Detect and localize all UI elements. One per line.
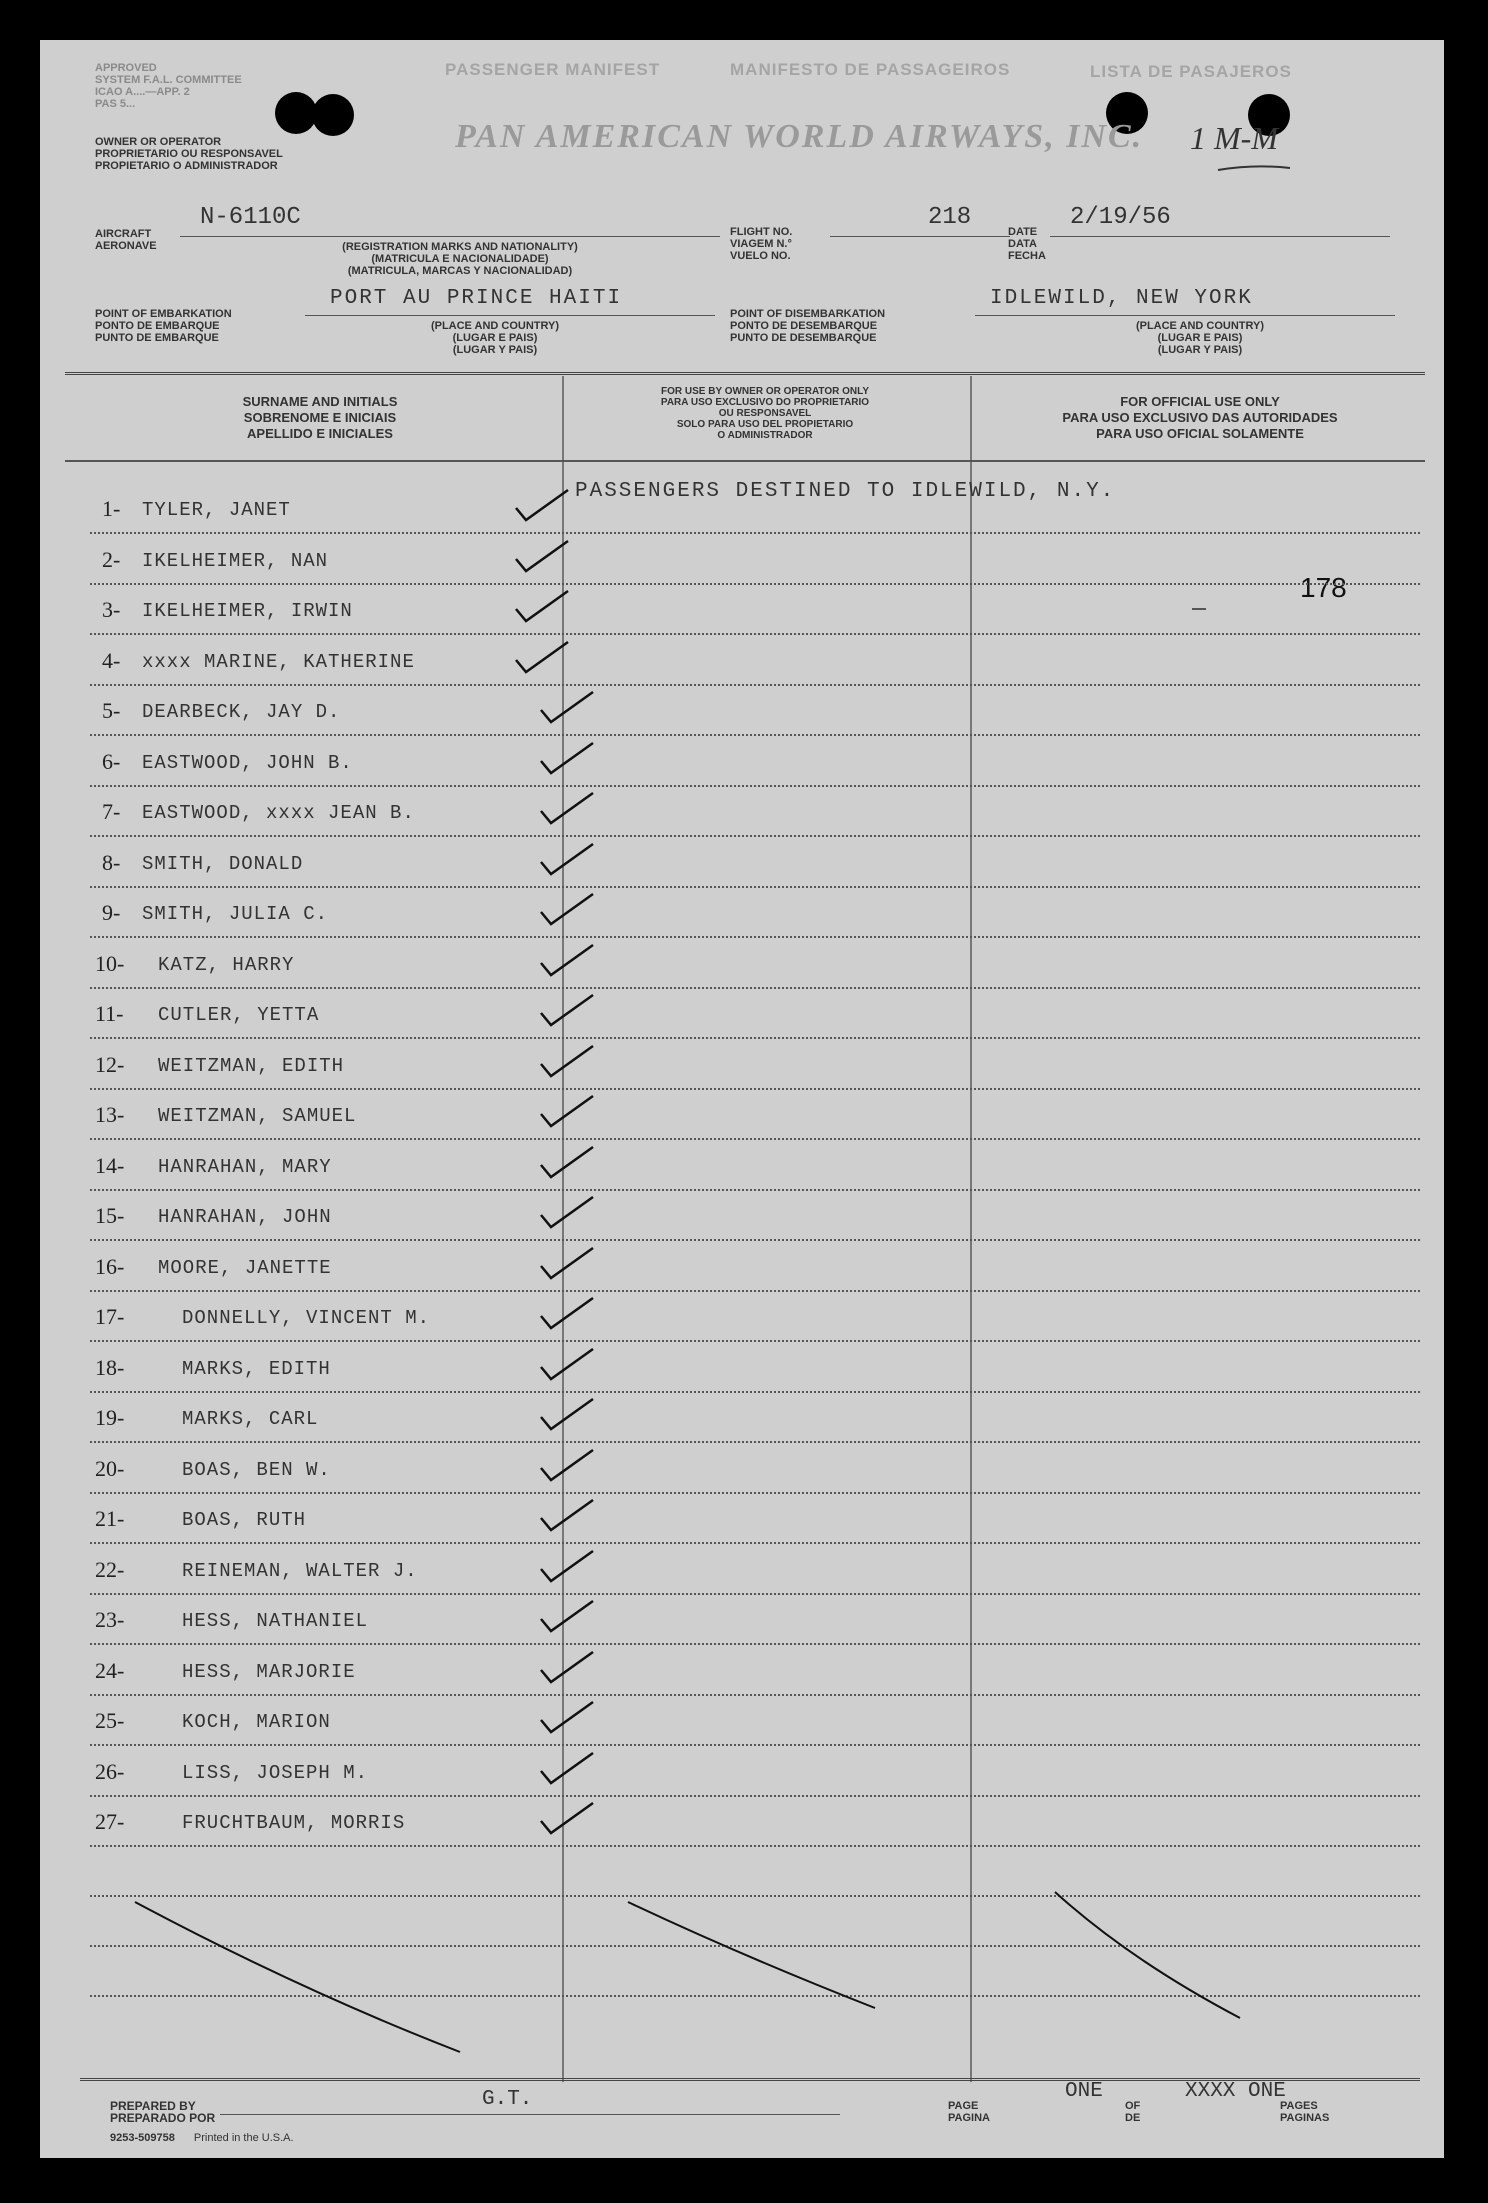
passenger-number: 13- <box>95 1102 125 1127</box>
passenger-number: 19- <box>95 1405 125 1430</box>
passenger-number: 7- <box>102 799 121 824</box>
prepared-value: G.T. <box>482 2088 533 2111</box>
flight-value: 218 <box>928 204 972 231</box>
passenger-number: 10- <box>95 951 125 976</box>
prepared-label: PREPARED BY PREPARADO POR <box>110 2099 216 2125</box>
passenger-number: 8- <box>102 850 121 875</box>
passenger-number: 4- <box>102 648 121 673</box>
passenger-number: 15- <box>95 1203 125 1228</box>
form-footer: 9253-509758 Printed in the U.S.A. <box>110 2132 294 2144</box>
passenger-number: 9- <box>102 900 121 925</box>
passenger-number: 17- <box>95 1304 125 1329</box>
embark-label: POINT OF EMBARKATION PONTO DE EMBARQUE PUNTO DE EMBARQUE <box>95 308 232 344</box>
passenger-name: KOCH, MARION <box>182 1711 331 1733</box>
passenger-name: DEARBECK, JAY D. <box>142 701 341 723</box>
pages-label: PAGES PAGINAS <box>1280 2100 1330 2124</box>
flight-label: FLIGHT NO. VIAGEM N.° VUELO NO. <box>730 226 793 262</box>
passenger-name: TYLER, JANET <box>142 499 291 521</box>
date-value: 2/19/56 <box>1070 204 1171 231</box>
passenger-name: SMITH, JULIA C. <box>142 903 329 925</box>
passenger-number: 25- <box>95 1708 125 1733</box>
registration-label: (REGISTRATION MARKS AND NATIONALITY) (MATRICULA E NACIONALIDADE) (MATRICULA, MARCAS Y NACIONALIDAD) <box>342 241 578 277</box>
cancel-strokes <box>40 40 1444 2158</box>
passenger-number: 14- <box>95 1153 125 1178</box>
passenger-name: CUTLER, YETTA <box>158 1004 320 1026</box>
passenger-number: 1- <box>102 496 121 521</box>
passenger-number: 12- <box>95 1052 125 1077</box>
passenger-number: 18- <box>95 1355 125 1380</box>
of-label: OF DE <box>1125 2100 1141 2124</box>
passenger-name: HESS, MARJORIE <box>182 1661 356 1683</box>
passenger-number: 16- <box>95 1254 125 1279</box>
passenger-name: BOAS, RUTH <box>182 1509 307 1531</box>
passenger-name: EASTWOOD, xxxx JEAN B. <box>142 802 415 824</box>
passenger-name: MARKS, EDITH <box>182 1358 331 1380</box>
title-portuguese: MANIFESTO DE PASSAGEIROS <box>730 60 1011 79</box>
passenger-number: 5- <box>102 698 121 723</box>
official-number: 178 <box>1300 572 1347 603</box>
disembark-value: IDLEWILD, NEW YORK <box>990 287 1253 310</box>
passenger-number: 22- <box>95 1557 125 1582</box>
airline-name: PAN AMERICAN WORLD AIRWAYS, INC. <box>455 118 1144 155</box>
passenger-name: WEITZMAN, SAMUEL <box>158 1105 357 1127</box>
col-owner-header: FOR USE BY OWNER OR OPERATOR ONLY PARA USO EXCLUSIVO DO PROPRIETARIO OU RESPONSAVEL SOLO PARA USO DEL PROPIETARIO O ADMINISTRADOR <box>660 386 870 441</box>
passenger-number: 20- <box>95 1456 125 1481</box>
passenger-number: 3- <box>102 597 121 622</box>
passenger-name: REINEMAN, WALTER J. <box>182 1560 418 1582</box>
col-official-header: FOR OFFICIAL USE ONLY PARA USO EXCLUSIVO DAS AUTORIDADES PARA USO OFICIAL SOLAMENTE <box>1062 394 1338 441</box>
passenger-number: 23- <box>95 1607 125 1632</box>
embark-value: PORT AU PRINCE HAITI <box>330 287 623 310</box>
pages-value: XXXX ONE <box>1185 2080 1286 2103</box>
aircraft-value: N-6110C <box>200 204 301 231</box>
manifest-page <box>40 40 1444 2158</box>
owner-label: OWNER OR OPERATOR PROPRIETARIO OU RESPONSAVEL PROPIETARIO O ADMINISTRADOR <box>95 136 283 172</box>
destination-note: PASSENGERS DESTINED TO IDLEWILD, N.Y. <box>575 480 1116 503</box>
passenger-name: IKELHEIMER, NAN <box>142 550 329 572</box>
passenger-name: WEITZMAN, EDITH <box>158 1055 345 1077</box>
embark-place-label: (PLACE AND COUNTRY) (LUGAR E PAIS) (LUGAR Y PAIS) <box>430 320 560 356</box>
passenger-number: 21- <box>95 1506 125 1531</box>
page-label: PAGE PAGINA <box>948 2100 990 2124</box>
title-spanish: LISTA DE PASAJEROS <box>1090 62 1292 81</box>
passenger-name: MARKS, CARL <box>182 1408 319 1430</box>
passenger-name: HESS, NATHANIEL <box>182 1610 369 1632</box>
title-english: PASSENGER MANIFEST <box>445 60 661 79</box>
passenger-name: BOAS, BEN W. <box>182 1459 331 1481</box>
passenger-number: 27- <box>95 1809 125 1834</box>
passenger-name: HANRAHAN, MARY <box>158 1156 332 1178</box>
passenger-name: KATZ, HARRY <box>158 954 295 976</box>
passenger-name: HANRAHAN, JOHN <box>158 1206 332 1228</box>
aircraft-label: AIRCRAFT AERONAVE <box>95 228 157 252</box>
page-value: ONE <box>1065 2080 1103 2103</box>
passenger-name: LISS, JOSEPH M. <box>182 1762 369 1784</box>
handwritten-annotation: 1 M-M <box>1190 120 1278 156</box>
approval-block: APPROVED SYSTEM F.A.L. COMMITTEE ICAO A....—APP. 2 PAS 5... <box>95 62 242 110</box>
passenger-number: 11- <box>95 1001 124 1026</box>
passenger-name: MOORE, JANETTE <box>158 1257 332 1279</box>
passenger-name: EASTWOOD, JOHN B. <box>142 752 353 774</box>
passenger-name: DONNELLY, VINCENT M. <box>182 1307 431 1329</box>
disembark-place-label: (PLACE AND COUNTRY) (LUGAR E PAIS) (LUGAR Y PAIS) <box>1135 320 1265 356</box>
passenger-number: 2- <box>102 547 121 572</box>
passenger-name: SMITH, DONALD <box>142 853 304 875</box>
passenger-name: xxxx MARINE, KATHERINE <box>142 651 415 673</box>
passenger-number: 26- <box>95 1759 125 1784</box>
date-label: DATE DATA FECHA <box>1008 226 1046 262</box>
col-surname-header: SURNAME AND INITIALS SOBRENOME E INICIAIS APELLIDO E INICIALES <box>242 394 398 441</box>
passenger-name: FRUCHTBAUM, MORRIS <box>182 1812 406 1834</box>
disembark-label: POINT OF DISEMBARKATION PONTO DE DESEMBARQUE PUNTO DE DESEMBARQUE <box>730 308 886 344</box>
passenger-name: IKELHEIMER, IRWIN <box>142 600 353 622</box>
passenger-number: 6- <box>102 749 121 774</box>
passenger-number: 24- <box>95 1658 125 1683</box>
